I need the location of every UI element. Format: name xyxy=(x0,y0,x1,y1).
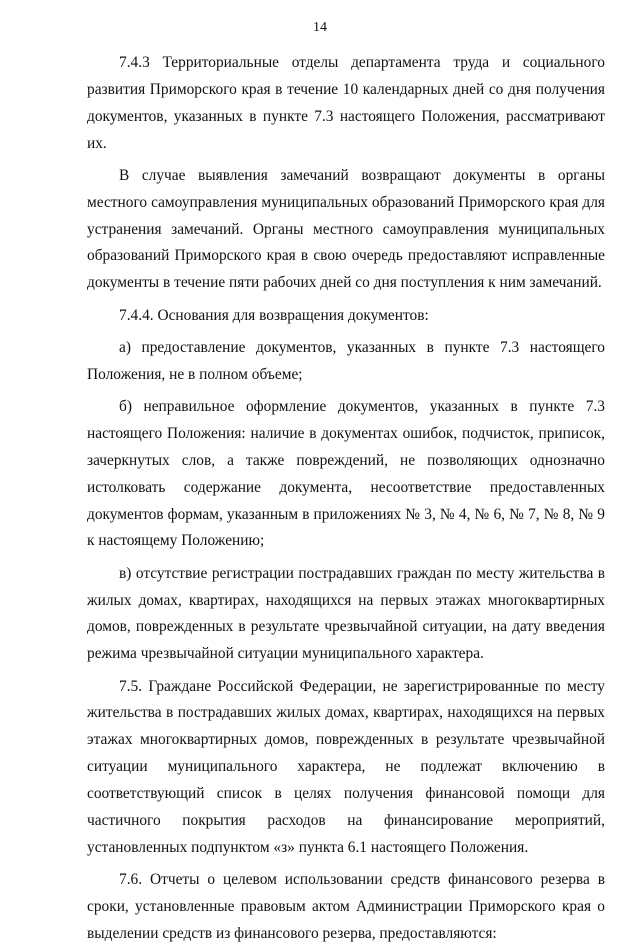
paragraph-7-6: 7.6. Отчеты о целевом использовании средств финансового резерва в сроки, установленные правовым актом Администрации Приморского края о выделении средств из финансового резерва, предоставляются: xyxy=(87,870,605,942)
paragraph-item-b: б) неправильное оформление документов, указанных в пункте 7.3 настоящего Положения: наличие в документах ошибок, подчисток, приписок, зачеркнутых слов, а также повреждений, не позволяющих однозначно истолковать содержание документа, несоответствие предоставленных документов формам, указанным в приложениях № 3, № 4, № 6, № 7, № 8, № 9 к настоящему Положению; xyxy=(87,398,605,550)
paragraph-item-a: а) предоставление документов, указанных в пункте 7.3 настоящего Положения, не в полном объеме; xyxy=(87,338,605,383)
paragraph-7-4-3: 7.4.3 Территориальные отделы департамента труда и социального развития Приморского края в течение 10 календарных дней со дня получения документов, указанных в пункте 7.3 настоящего Положения, рассматривают их. xyxy=(87,54,605,152)
document-body xyxy=(87,50,605,948)
paragraph-7-4-4: 7.4.4. Основания для возвращения документов: xyxy=(119,306,429,324)
paragraph-item-v: в) отсутствие регистрации пострадавших граждан по месту жительства в жилых домах, квартирах, находящихся на первых этажах многоквартирных домов, поврежденных в результате чрезвычайной ситуации, на дату введения режима чрезвычайной ситуации муниципального характера. xyxy=(87,564,605,663)
paragraph-remarks: В случае выявления замечаний возвращают документы в органы местного самоуправления муниципальных образований Приморского края для устранения замечаний. Органы местного самоуправления муниципальных образований Приморского края в свою очередь предоставляют исправленные документы в течение пяти рабочих дней со дня поступления к ним замечаний. xyxy=(87,166,605,292)
page-number: 14 xyxy=(313,20,327,35)
paragraph-7-5: 7.5. Граждане Российской Федерации, не зарегистрированные по месту жительства в пострадавших жилых домах, квартирах, находящихся на первых этажах многоквартирных домов, поврежденных в результате чрезвычайной ситуации муниципального характера, не подлежат включению в соответствующий список в целях получения финансовой помощи для частичного покрытия расходов на финансирование мероприятий, установленных подпунктом «з» пункта 6.1 настоящего Положения. xyxy=(87,677,605,856)
